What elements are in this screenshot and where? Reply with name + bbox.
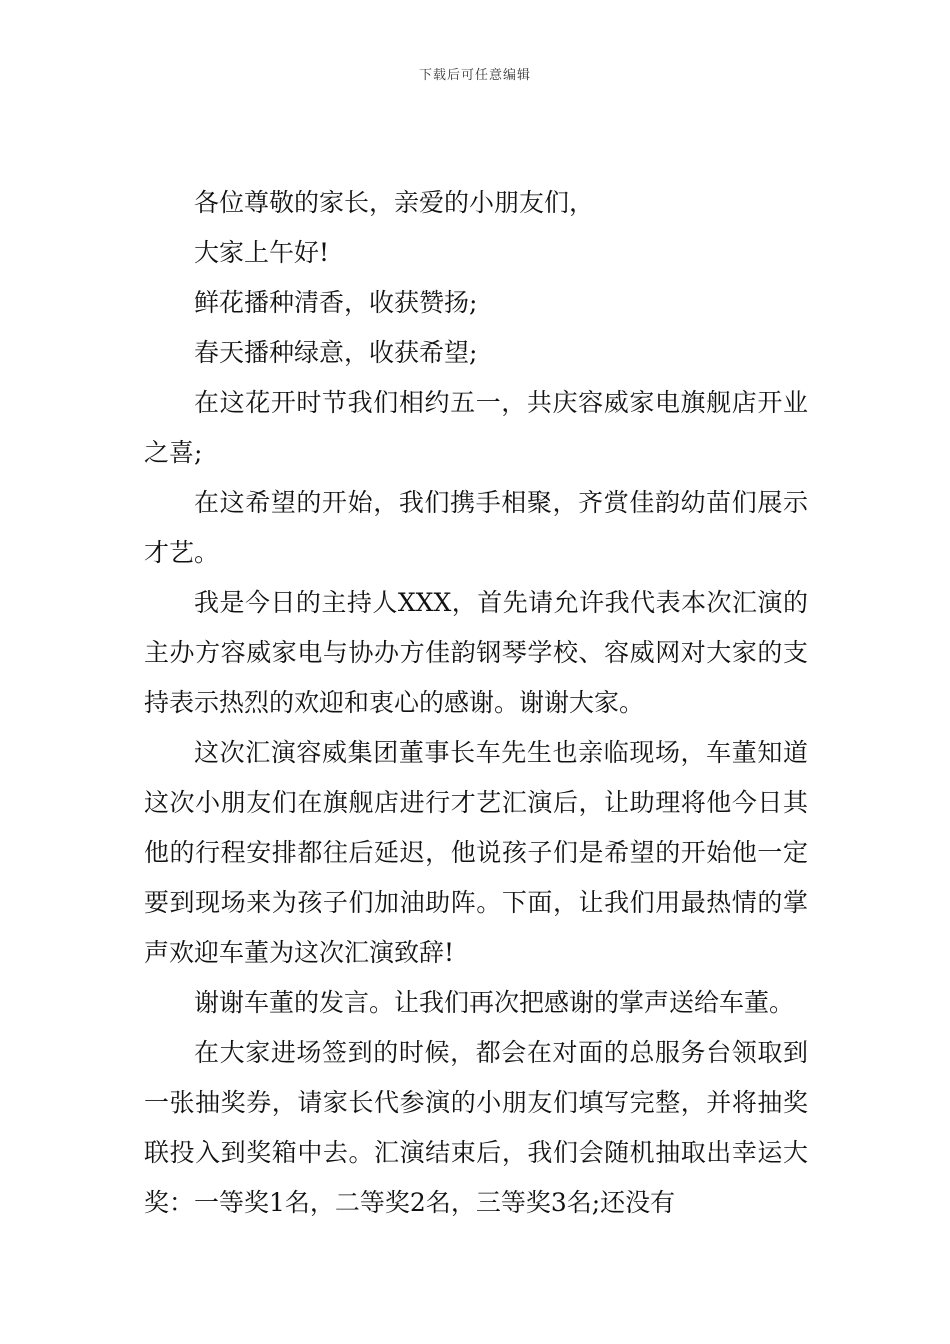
page-header: 下载后可任意编辑 [418, 68, 531, 83]
paragraph: 我是今日的主持人XXX，首先请允许我代表本次汇演的主办方容威家电与协办方佳韵钢琴学校、容威网对大家的支持表示热烈的欢迎和衷心的感谢。谢谢大家。 [144, 588, 808, 717]
paragraph: 谢谢车董的发言。让我们再次把感谢的掌声送给车董。 [194, 988, 795, 1017]
paragraph: 在这花开时节我们相约五一，共庆容威家电旗舰店开业之喜; [144, 388, 808, 467]
paragraph: 这次汇演容威集团董事长车先生也亲临现场，车董知道这次小朋友们在旗舰店进行才艺汇演后，让助理将他今日其他的行程安排都往后延迟，他说孩子们是希望的开始他一定要到现场来为孩子们加油助阵。下面，让我们用最热情的掌声欢迎车董为这次汇演致辞! [144, 738, 808, 967]
paragraph: 鲜花播种清香，收获赞扬; [194, 288, 478, 317]
paragraph: 春天播种绿意，收获希望; [194, 338, 478, 367]
paragraph: 各位尊敬的家长，亲爱的小朋友们， [194, 188, 595, 217]
document-body [144, 178, 808, 1228]
paragraph: 在这希望的开始，我们携手相聚，齐赏佳韵幼苗们展示才艺。 [144, 488, 808, 567]
paragraph: 大家上午好! [194, 238, 330, 267]
paragraph: 在大家进场签到的时候，都会在对面的总服务台领取到一张抽奖券，请家长代参演的小朋友们填写完整，并将抽奖联投入到奖箱中去。汇演结束后，我们会随机抽取出幸运大奖：一等奖1名，二等奖2名，三等奖3名;还没有 [144, 1038, 808, 1217]
